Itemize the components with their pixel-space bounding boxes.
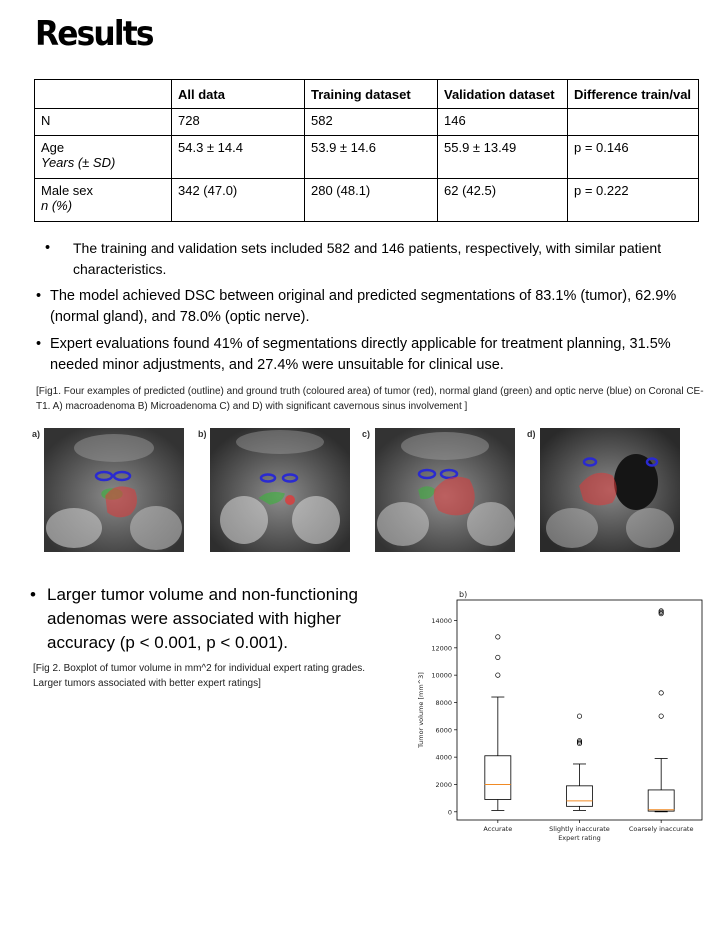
figure1-caption: [Fig1. Four examples of predicted (outline) and ground truth (coloured area) of tumor (red), normal gland (green) and optic nerve (blue) on Coronal CE-T1. A) macroadenoma B) Microadenoma C) and D) with significant cavernous sinus involvement ] bbox=[36, 386, 704, 412]
box bbox=[485, 756, 511, 800]
panel-label: a) bbox=[32, 429, 41, 439]
page-title: Results bbox=[35, 14, 153, 54]
outlier-point bbox=[659, 714, 663, 718]
row-label-text: Age bbox=[41, 140, 65, 155]
table-header-cell: Validation dataset bbox=[438, 80, 568, 109]
table-header-cell: Training dataset bbox=[305, 80, 438, 109]
bullet-text: Expert evaluations found 41% of segmentations directly applicable for treatment planning, 31.5% needed minor adjustments, and 27.4% were unsuitable for clinical use. bbox=[50, 336, 671, 373]
table-cell: 342 (47.0) bbox=[172, 179, 305, 222]
table-cell: 54.3 ± 14.4 bbox=[172, 136, 305, 179]
table-cell: 55.9 ± 13.49 bbox=[438, 136, 568, 179]
mri-panel-c bbox=[375, 428, 515, 552]
table-cell: 728 bbox=[172, 109, 305, 136]
row-label bbox=[35, 179, 172, 222]
y-tick-label: 12000 bbox=[431, 644, 452, 653]
row-label-text: N bbox=[41, 113, 51, 128]
outlier-point bbox=[496, 635, 500, 639]
bullet-dot-icon: • bbox=[30, 585, 36, 604]
table-cell: p = 0.146 bbox=[568, 136, 699, 179]
y-tick-label: 14000 bbox=[431, 616, 452, 625]
box bbox=[648, 790, 674, 811]
row-label-text: Male sex bbox=[41, 183, 94, 198]
outlier-point bbox=[577, 714, 581, 718]
panel-label: d) bbox=[527, 429, 536, 439]
boxplot-svg bbox=[415, 588, 710, 848]
plot-frame bbox=[457, 600, 702, 820]
bullet-text: The model achieved DSC between original and predicted segmentations of 83.1% (tumor), 62.9% (normal gland), and 78.0% (optic nerve). bbox=[50, 288, 677, 325]
y-axis-label: Tumor volume [mm^3] bbox=[417, 672, 425, 748]
bullet-text: Larger tumor volume and non-functioning adenomas were associated with higher accuracy (p < 0.001, p < 0.001). bbox=[47, 585, 358, 652]
bullet-training-validation bbox=[36, 238, 704, 280]
y-tick-label: 2000 bbox=[435, 780, 452, 789]
table-header-row bbox=[35, 80, 699, 109]
outlier-point bbox=[659, 691, 663, 695]
table-cell: p = 0.222 bbox=[568, 179, 699, 222]
x-axis-label: Expert rating bbox=[558, 834, 601, 842]
panel-label: c) bbox=[362, 429, 371, 439]
box bbox=[567, 786, 593, 806]
bullet-tumor-volume bbox=[30, 583, 375, 655]
panel-label: b) bbox=[198, 429, 207, 439]
table-header-cell: Difference train/val bbox=[568, 80, 699, 109]
table-cell: 62 (42.5) bbox=[438, 179, 568, 222]
y-tick-label: 4000 bbox=[435, 753, 452, 762]
bullet-dsc bbox=[36, 286, 708, 328]
mri-panel-a bbox=[44, 428, 184, 552]
outlier-point bbox=[496, 655, 500, 659]
x-tick-label: Slightly inaccurate bbox=[549, 825, 610, 833]
x-tick-label: Coarsely inaccurate bbox=[628, 825, 694, 833]
x-tick-label: Accurate bbox=[483, 825, 513, 833]
row-label-sub: n (%) bbox=[41, 198, 73, 213]
y-tick-label: 10000 bbox=[431, 671, 452, 680]
table-cell: 53.9 ± 14.6 bbox=[305, 136, 438, 179]
table-cell bbox=[568, 109, 699, 136]
table-header-cell bbox=[35, 80, 172, 109]
bullet-dot-icon: • bbox=[36, 336, 42, 352]
bullet-expert-evaluations bbox=[36, 334, 708, 376]
row-label-sub: Years (± SD) bbox=[41, 155, 116, 170]
table-header-cell: All data bbox=[172, 80, 305, 109]
mri-panel-b bbox=[210, 428, 350, 552]
row-label bbox=[35, 136, 172, 179]
y-tick-label: 8000 bbox=[435, 698, 452, 707]
mri-panel-d bbox=[540, 428, 680, 552]
chart-panel-label: b) bbox=[459, 590, 468, 599]
bullet-text: The training and validation sets included 582 and 146 patients, respectively, with similar patient characteristics. bbox=[73, 240, 662, 277]
boxplot-chart bbox=[415, 588, 710, 853]
bullet-dot-icon: • bbox=[45, 240, 51, 256]
y-tick-label: 0 bbox=[447, 808, 452, 817]
y-tick-label: 6000 bbox=[435, 726, 452, 735]
table-cell: 146 bbox=[438, 109, 568, 136]
table-row bbox=[35, 109, 699, 136]
figure2-caption: [Fig 2. Boxplot of tumor volume in mm^2 for individual expert rating grades. Larger tumors associated with better expert ratings] bbox=[33, 663, 366, 689]
row-label bbox=[35, 109, 172, 136]
table-row bbox=[35, 136, 699, 179]
demographics-table bbox=[34, 79, 699, 222]
table-cell: 280 (48.1) bbox=[305, 179, 438, 222]
outlier-point bbox=[496, 673, 500, 677]
table-cell: 582 bbox=[305, 109, 438, 136]
table-row bbox=[35, 179, 699, 222]
bullet-dot-icon: • bbox=[36, 288, 42, 304]
